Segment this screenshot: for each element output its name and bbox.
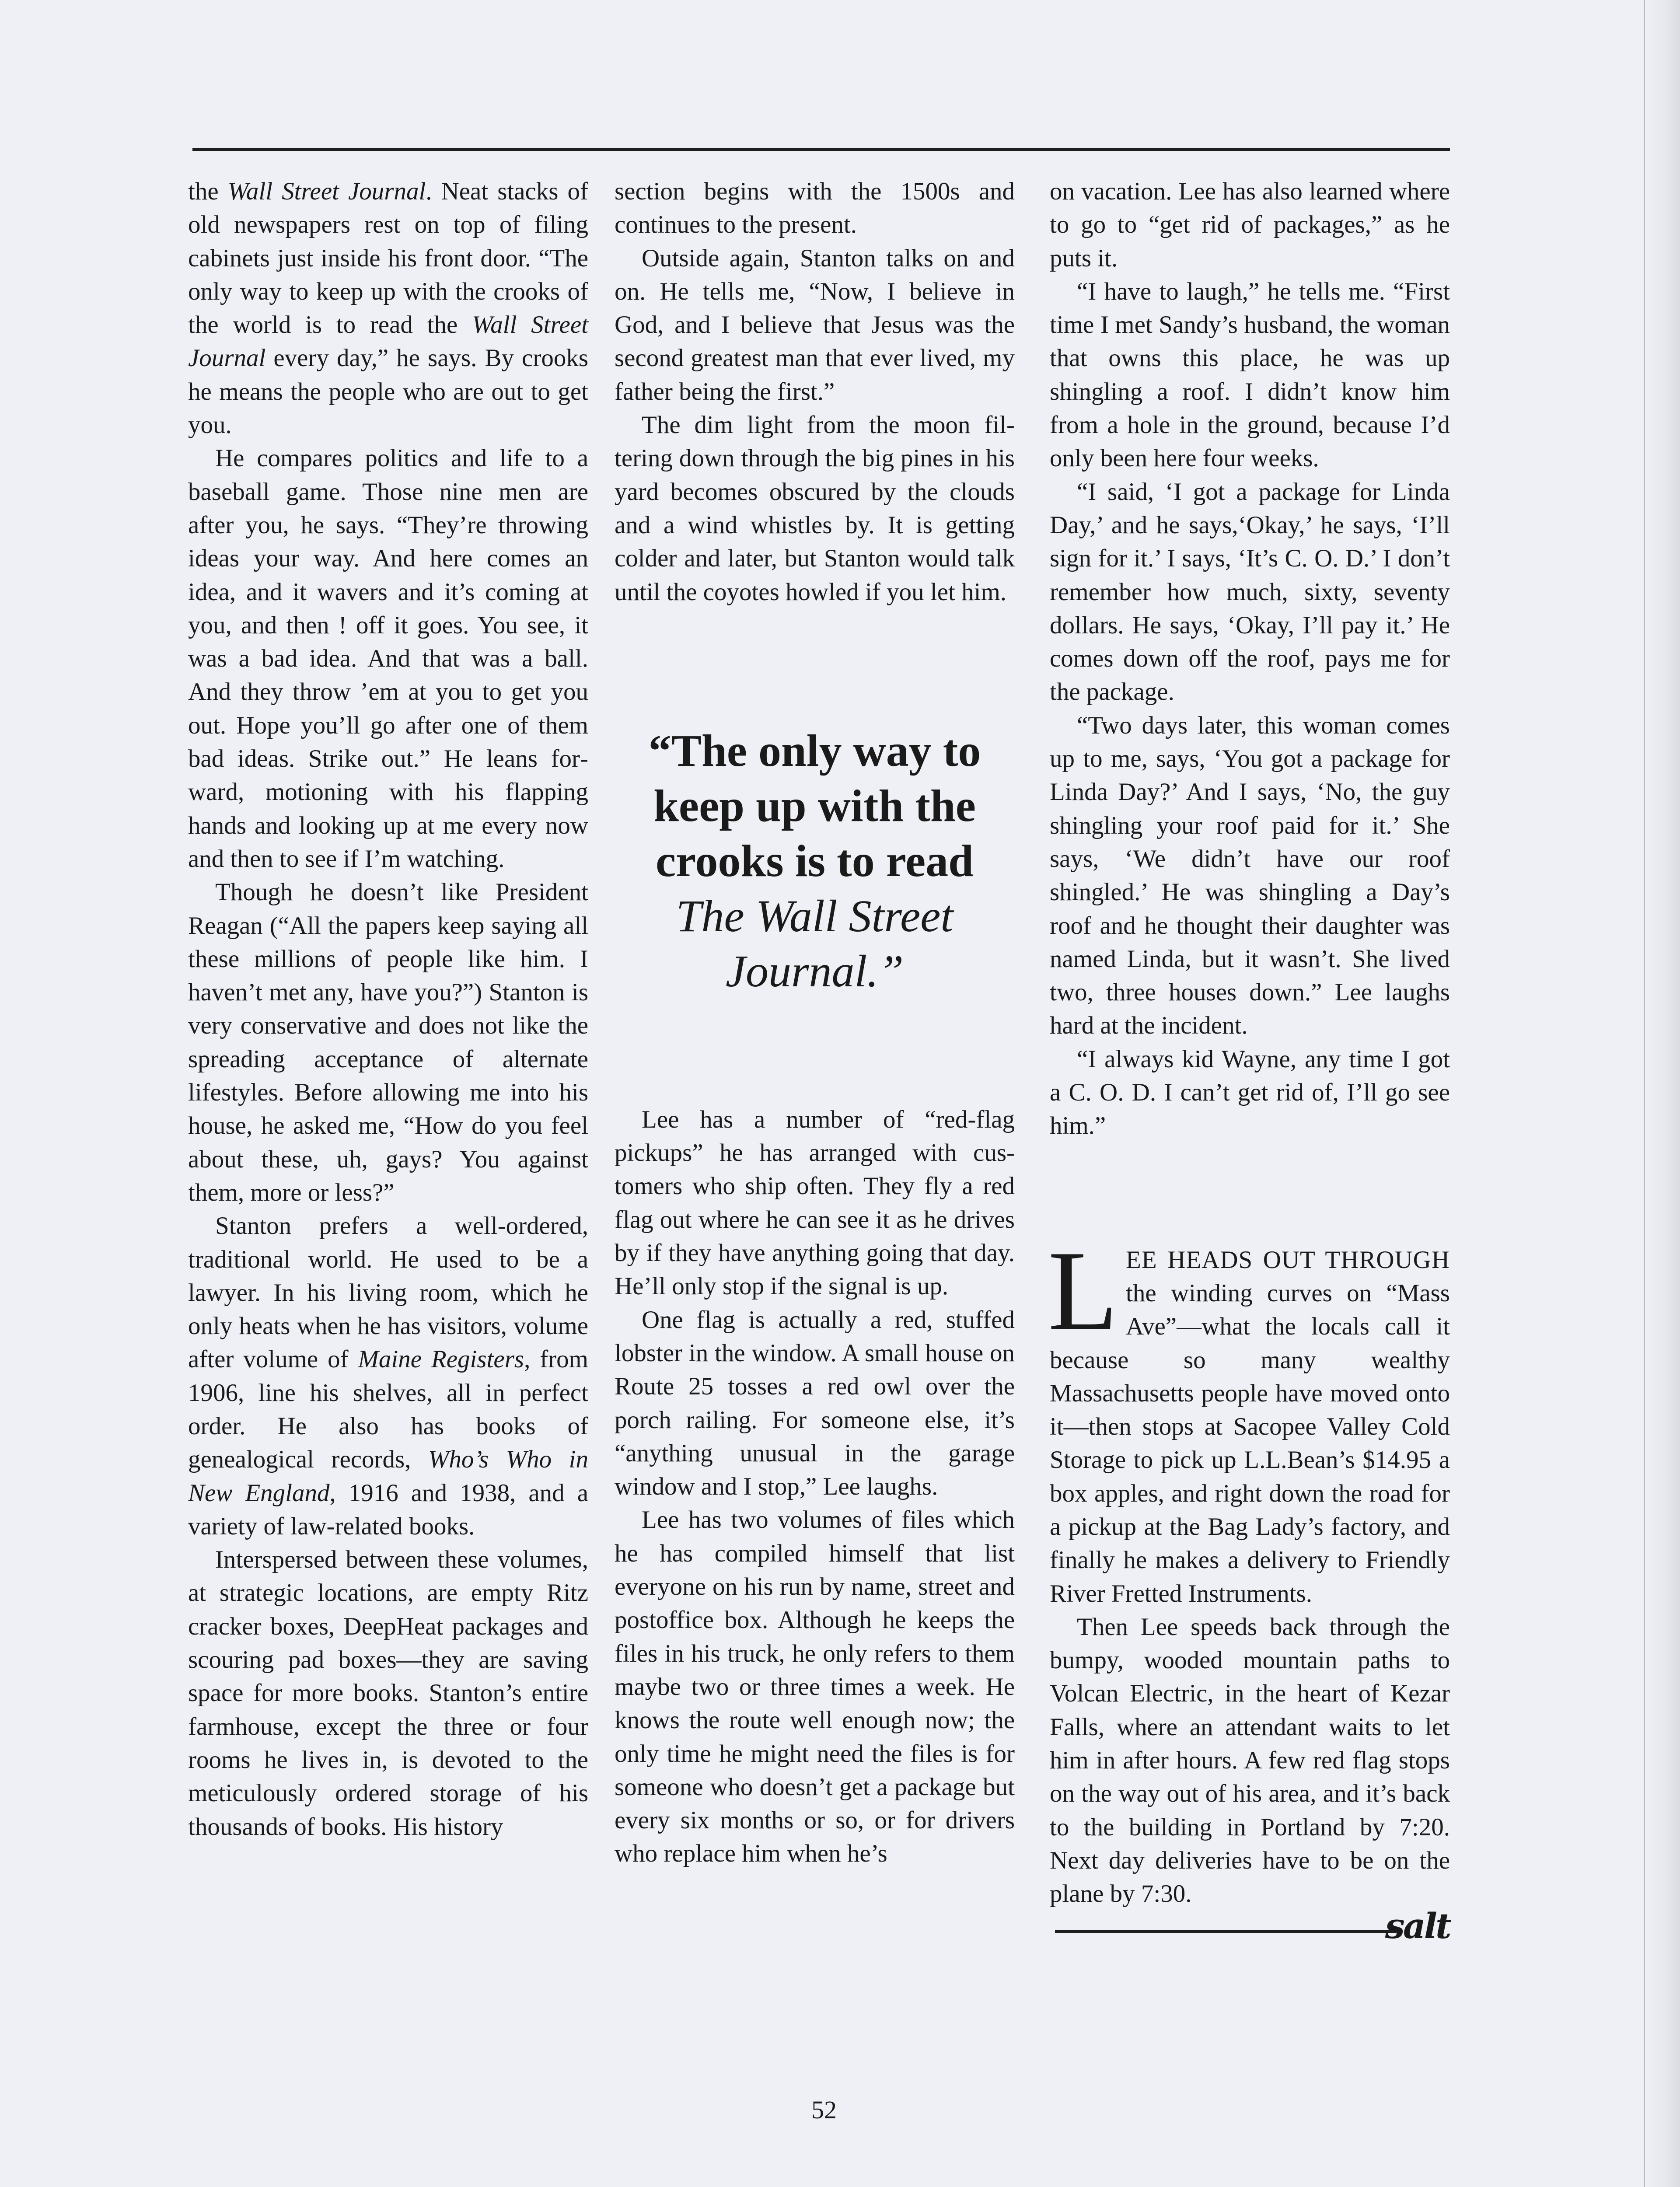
page-edge bbox=[1644, 0, 1680, 2187]
paragraph-drop-cap bbox=[1048, 1227, 1450, 1611]
paragraph: One flag is actually a red, stuffed lobster in the window. A small house on Route 25 tosses a red owl over the porch railing. For someone else, it’s “anything unusual in the garage window and I stop,” Lee laughs. bbox=[615, 1306, 1015, 1501]
pull-quote-bold: “The only way to keep up with the crooks is to read bbox=[648, 725, 981, 886]
paragraph bbox=[188, 175, 588, 442]
paragraph: Interspersed between these volumes, at strategic locations, are empty Ritz cracker boxes, DeepHeat packages and scouring pad boxes—they are saving space for more books. Stanton’s entire farmhouse, except the three or four rooms he lives in, is devoted to the meticulously ordered storage of his thousands of books. His history bbox=[188, 1546, 588, 1841]
paragraph: on vacation. Lee has also learned where to go to “get rid of packages,” as he puts it. bbox=[1050, 178, 1450, 272]
end-mark bbox=[1050, 1905, 1450, 1946]
column-3 bbox=[1050, 175, 1450, 1946]
text-run: . Neat stacks of old newspapers rest on top of filing cabinets just inside his front door. “The only way to keep up with the crooks of the world is to read the bbox=[188, 178, 588, 339]
paragraph: He compares politics and life to a baseball game. Those nine men are after you, he says. “They’re throwing ideas your way. And here comes an idea, and it wavers and it’s coming at you, and then ! off it goes. You see, it was a bad idea. And that was a ball. And they throw ’em at you to get you out. Hope you’ll go after one of them bad ideas. Strike out.” He leans forward, motioning with his flapping hands and looking up at me every now and then to see if I’m watching. bbox=[188, 444, 588, 873]
italic-title: Wall Street Journal bbox=[188, 311, 588, 372]
salt-signature-logo: salt bbox=[1385, 1905, 1450, 1946]
page-number: 52 bbox=[811, 2096, 837, 2124]
top-rule bbox=[192, 148, 1450, 151]
paragraph: “I have to laugh,” he tells me. “First time I met Sandy’s husband, the woman that owns this place, he was up shingling a roof. I didn’t know him from a hole in the ground, because I’d only been here four weeks. bbox=[1050, 277, 1450, 472]
drop-cap: L bbox=[1048, 1227, 1118, 1354]
text-run: Stanton prefers a well-ordered, traditional world. He used to be a lawyer. In his living room, which he only heats when he has visitors, volume after volume of bbox=[188, 1212, 588, 1373]
paragraph: “I said, ‘I got a package for Linda Day,’ and he says,‘Okay,’ he says, ‘I’ll sign for it.’ I says, ‘It’s C. O. D.’ I don’t remember how much, sixty, seventy dollars. He says, ‘Okay, I’ll pay it.’ He comes down off the roof, pays me for the package. bbox=[1050, 478, 1450, 706]
pull-quote-text bbox=[615, 723, 1015, 999]
paragraph: Then Lee speeds back through the bumpy, wooded mountain paths to Volcan Electric, in the heart of Kezar Falls, where an attendant waits to let him in after hours. A few red flag stops on the way out of his area, and it’s back to the building in Portland by 7:20. Next day deliveries have to be on the plane by 7:30. bbox=[1050, 1613, 1450, 1908]
paragraph: “Two days later, this woman comes up to me, says, ‘You got a package for Linda Day?’ And I says, ‘No, the guy shingling your roof paid for it.’ She says, ‘We didn’t have our roof shingled.’ He was shingling a Day’s roof and he thought their daughter was named Linda, but it wasn’t. She lived two, three houses down.” Lee laughs hard at the incident. bbox=[1050, 711, 1450, 1040]
column-2 bbox=[615, 175, 1015, 1871]
italic-title: Wall Street Journal bbox=[227, 178, 426, 205]
paragraph: “I always kid Wayne, any time I got a C. O. D. I can’t get rid of, I’ll go see him.” bbox=[1050, 1045, 1450, 1140]
paragraph: section begins with the 1500s and continues to the present. bbox=[615, 178, 1015, 239]
paragraph: Though he doesn’t like President Reagan (“All the papers keep saying all these millions of people like him. I haven’t met any, have you?”) Stanton is very conservative and does not like the spreading acceptance of alternate lifestyles. Before allowing me into his house, he asked me, “How do you feel about these, uh, gays? You against them, more or less?” bbox=[188, 878, 588, 1206]
paragraph: Outside again, Stanton talks on and on. He tells me, “Now, I believe in God, and I believe that Jesus was the second greatest man that ever lived, my father being the first.” bbox=[615, 244, 1015, 405]
text-run: , 1916 and 1938, and a variety of law-related books. bbox=[188, 1479, 588, 1540]
text-run: the winding curves on “Mass Ave”—what the locals call it because so many wealthy Massachusetts people have moved onto it—then stops at Sacopee Valley Cold Storage to pick up L.L.Bean’s $14.95 a box apples, and right down the road for a pickup at the Bag Lady’s factory, and finally he makes a delivery to Friendly River Fretted Instruments. bbox=[1050, 1279, 1450, 1607]
text-run: , from 1906, line his shelves, all in perfect order. He also has books of genealogical records, bbox=[188, 1345, 588, 1474]
text-run: the bbox=[188, 178, 228, 205]
pull-quote-italic: The Wall Street Journal.” bbox=[676, 891, 954, 996]
lead-in-caps: EE HEADS OUT THROUGH bbox=[1126, 1246, 1450, 1274]
column-1 bbox=[188, 175, 588, 1844]
paragraph: Lee has two volumes of files which he has compiled himself that list everyone on his run by name, street and postoffice box. Although he keeps the files in his truck, he only refers to them maybe two or three times a week. He knows the route well enough now; the only time he might need the files is for someone who doesn’t get a package but every six months or so, or for drivers who replace him when he’s bbox=[615, 1506, 1015, 1868]
paragraph: The dim light from the moon filtering down through the big pines in his yard becomes obscured by the clouds and a wind whistles by. It is getting colder and later, but Stanton would talk until the coyotes howled if you let him. bbox=[615, 411, 1015, 606]
pull-quote bbox=[615, 723, 1015, 999]
italic-title: Maine Registers bbox=[358, 1345, 524, 1373]
paragraph bbox=[188, 1209, 588, 1543]
text-run: every day,” he says. By crooks he means the people who are out to get you. bbox=[188, 344, 588, 439]
italic-title: Who’s Who in New England bbox=[188, 1446, 588, 1507]
end-rule bbox=[1055, 1930, 1396, 1933]
paragraph: Lee has a number of “red-flag pickups” he has arranged with customers who ship often. They fly a red flag out where he can see it as he drives by if they have anything going that day. He’ll only stop if the signal is up. bbox=[615, 1105, 1015, 1300]
